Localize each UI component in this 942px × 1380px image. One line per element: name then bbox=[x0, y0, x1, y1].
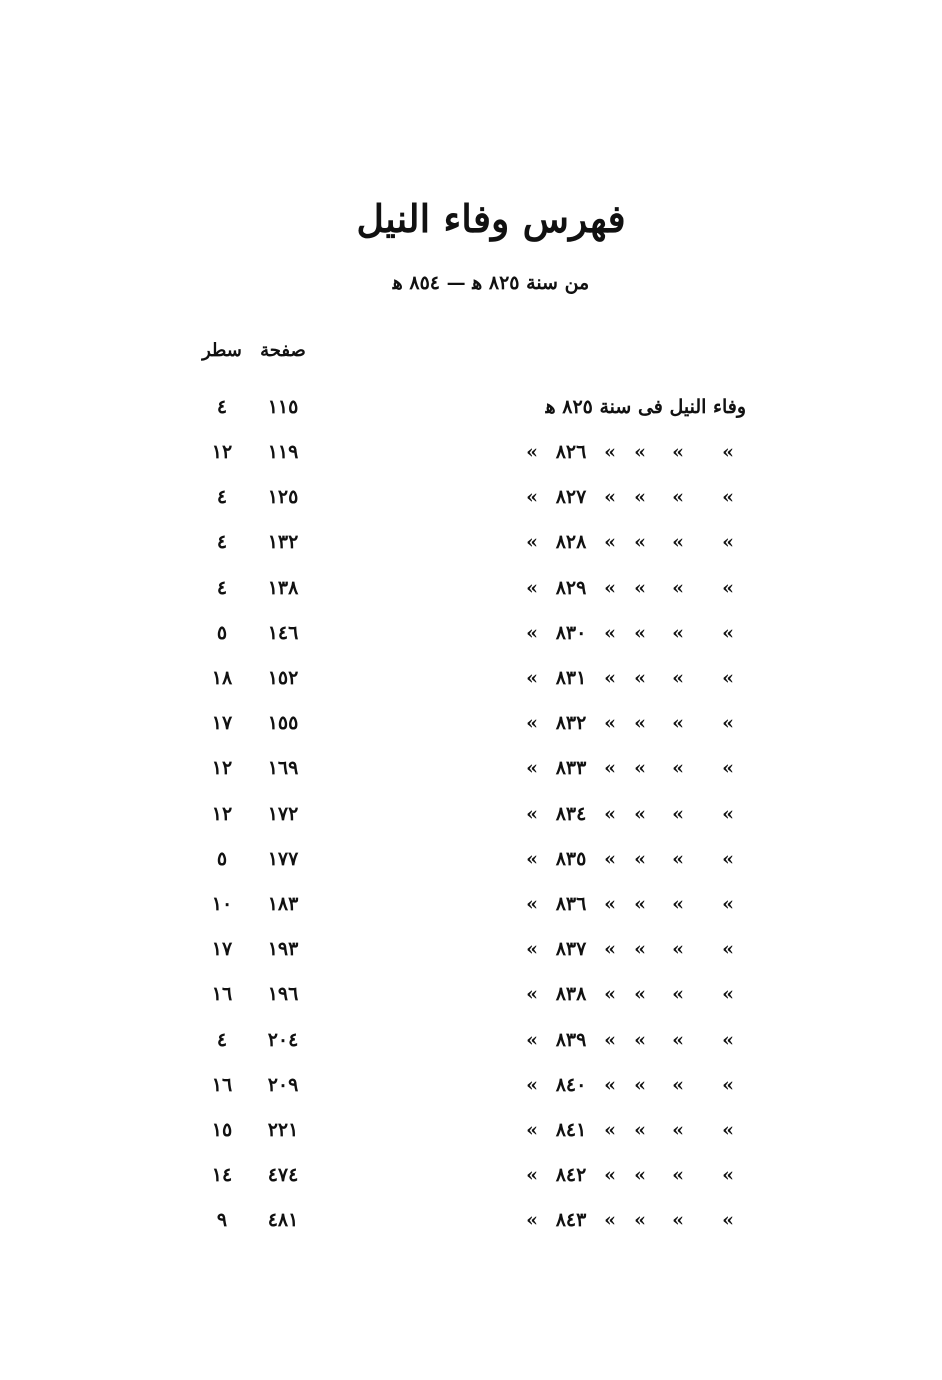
index-row bbox=[0, 531, 942, 561]
ditto-mark: » bbox=[722, 1029, 734, 1051]
page-number: ٢٠٩ bbox=[267, 1074, 299, 1096]
ditto-mark: » bbox=[526, 848, 538, 870]
page-number: ١٦٩ bbox=[267, 757, 299, 779]
line-number: ٤ bbox=[216, 531, 228, 553]
line-number: ١٢ bbox=[211, 803, 233, 825]
page-number: ١٥٥ bbox=[267, 712, 299, 734]
ditto-mark: » bbox=[634, 1164, 646, 1186]
line-number: ١٦ bbox=[211, 1074, 233, 1096]
year-value: ٨٣٤ bbox=[555, 803, 587, 825]
ditto-mark: » bbox=[672, 938, 684, 960]
ditto-mark: » bbox=[672, 803, 684, 825]
ditto-mark: » bbox=[526, 712, 538, 734]
ditto-mark: » bbox=[604, 893, 616, 915]
line-number: ١٠ bbox=[211, 893, 233, 915]
ditto-mark: » bbox=[672, 757, 684, 779]
page-number: ١٤٦ bbox=[267, 622, 299, 644]
line-number: ١٨ bbox=[211, 667, 233, 689]
ditto-mark: » bbox=[722, 1074, 734, 1096]
index-row bbox=[0, 803, 942, 833]
ditto-mark: » bbox=[672, 1119, 684, 1141]
ditto-mark: » bbox=[634, 1029, 646, 1051]
ditto-mark: » bbox=[526, 667, 538, 689]
ditto-mark: » bbox=[722, 667, 734, 689]
ditto-mark: » bbox=[634, 1119, 646, 1141]
page-number: ١٨٣ bbox=[267, 893, 299, 915]
ditto-mark: » bbox=[604, 1119, 616, 1141]
year-value: ٨٣٣ bbox=[555, 757, 587, 779]
index-row-first bbox=[0, 396, 942, 426]
index-row bbox=[0, 1209, 942, 1239]
ditto-mark: » bbox=[604, 486, 616, 508]
ditto-mark: » bbox=[526, 1209, 538, 1231]
line-number: ١٢ bbox=[211, 441, 233, 463]
index-row bbox=[0, 983, 942, 1013]
ditto-mark: » bbox=[722, 622, 734, 644]
year-value: ٨٣٥ bbox=[555, 848, 587, 870]
index-row bbox=[0, 1164, 942, 1194]
year-value: ٨٢٩ bbox=[555, 577, 587, 599]
ditto-mark: » bbox=[672, 893, 684, 915]
ditto-mark: » bbox=[604, 712, 616, 734]
ditto-mark: » bbox=[722, 1164, 734, 1186]
ditto-mark: » bbox=[604, 531, 616, 553]
ditto-mark: » bbox=[634, 531, 646, 553]
ditto-mark: » bbox=[604, 667, 616, 689]
ditto-mark: » bbox=[526, 938, 538, 960]
ditto-mark: » bbox=[722, 441, 734, 463]
ditto-mark: » bbox=[672, 486, 684, 508]
index-row bbox=[0, 712, 942, 742]
ditto-mark: » bbox=[604, 1074, 616, 1096]
ditto-mark: » bbox=[526, 757, 538, 779]
ditto-mark: » bbox=[722, 1119, 734, 1141]
year-value: ٨٤١ bbox=[555, 1119, 587, 1141]
ditto-mark: » bbox=[722, 803, 734, 825]
ditto-mark: » bbox=[526, 893, 538, 915]
index-title: فهرس وفاء النيل bbox=[356, 196, 626, 241]
ditto-mark: » bbox=[526, 983, 538, 1005]
ditto-mark: » bbox=[634, 893, 646, 915]
line-number: ٥ bbox=[216, 848, 228, 870]
ditto-mark: » bbox=[634, 848, 646, 870]
year-value: ٨٣٩ bbox=[555, 1029, 587, 1051]
ditto-mark: » bbox=[604, 983, 616, 1005]
year-value: ٨٣٦ bbox=[555, 893, 587, 915]
index-row bbox=[0, 667, 942, 697]
ditto-mark: » bbox=[634, 1209, 646, 1231]
ditto-mark: » bbox=[634, 757, 646, 779]
ditto-mark: » bbox=[722, 848, 734, 870]
page-number: ١١٩ bbox=[267, 441, 299, 463]
line-number: ١٥ bbox=[211, 1119, 233, 1141]
ditto-mark: » bbox=[604, 938, 616, 960]
ditto-mark: » bbox=[722, 893, 734, 915]
ditto-mark: » bbox=[604, 757, 616, 779]
line-number: ١٤ bbox=[211, 1164, 233, 1186]
ditto-mark: » bbox=[672, 622, 684, 644]
page-number: ٢٢١ bbox=[267, 1119, 299, 1141]
line-number: ٤ bbox=[216, 486, 228, 508]
ditto-mark: » bbox=[634, 577, 646, 599]
ditto-mark: » bbox=[634, 622, 646, 644]
ditto-mark: » bbox=[526, 577, 538, 599]
ditto-mark: » bbox=[672, 441, 684, 463]
column-header-line: سطر bbox=[202, 340, 242, 361]
line-number: ٤ bbox=[216, 396, 228, 418]
ditto-mark: » bbox=[672, 577, 684, 599]
ditto-mark: » bbox=[672, 983, 684, 1005]
ditto-mark: » bbox=[722, 1209, 734, 1231]
ditto-mark: » bbox=[722, 983, 734, 1005]
page-number: ١٣٨ bbox=[267, 577, 299, 599]
ditto-mark: » bbox=[634, 983, 646, 1005]
ditto-mark: » bbox=[634, 938, 646, 960]
year-value: ٨٢٨ bbox=[555, 531, 587, 553]
index-row bbox=[0, 893, 942, 923]
page-number: ٤٧٤ bbox=[267, 1164, 299, 1186]
ditto-mark: » bbox=[604, 577, 616, 599]
ditto-mark: » bbox=[722, 757, 734, 779]
ditto-mark: » bbox=[526, 1074, 538, 1096]
ditto-mark: » bbox=[604, 441, 616, 463]
ditto-mark: » bbox=[634, 1074, 646, 1096]
index-row bbox=[0, 1029, 942, 1059]
ditto-mark: » bbox=[722, 531, 734, 553]
year-value: ٨٤٠ bbox=[555, 1074, 587, 1096]
line-number: ١٧ bbox=[211, 712, 233, 734]
ditto-mark: » bbox=[672, 1164, 684, 1186]
ditto-mark: » bbox=[672, 712, 684, 734]
year-value: ٨٣٠ bbox=[555, 622, 587, 644]
year-value: ٨٣٧ bbox=[555, 938, 587, 960]
ditto-mark: » bbox=[604, 848, 616, 870]
ditto-mark: » bbox=[634, 712, 646, 734]
ditto-mark: » bbox=[526, 441, 538, 463]
year-value: ٨٤٢ bbox=[555, 1164, 587, 1186]
index-row bbox=[0, 757, 942, 787]
page-number: ٤٨١ bbox=[267, 1209, 299, 1231]
index-row bbox=[0, 622, 942, 652]
ditto-mark: » bbox=[672, 1209, 684, 1231]
ditto-mark: » bbox=[722, 486, 734, 508]
year-value: ٨٣٢ bbox=[555, 712, 587, 734]
ditto-mark: » bbox=[526, 1029, 538, 1051]
index-row bbox=[0, 441, 942, 471]
line-number: ١٧ bbox=[211, 938, 233, 960]
index-row bbox=[0, 1074, 942, 1104]
ditto-mark: » bbox=[634, 667, 646, 689]
year-value: ٨٣٨ bbox=[555, 983, 587, 1005]
ditto-mark: » bbox=[672, 848, 684, 870]
year-value: ٨٢٦ bbox=[555, 441, 587, 463]
line-number: ٤ bbox=[216, 577, 228, 599]
ditto-mark: » bbox=[604, 1029, 616, 1051]
column-header-page: صفحة bbox=[260, 340, 306, 361]
ditto-mark: » bbox=[604, 803, 616, 825]
ditto-mark: » bbox=[672, 531, 684, 553]
page-number: ١٣٢ bbox=[267, 531, 299, 553]
index-row bbox=[0, 1119, 942, 1149]
ditto-mark: » bbox=[634, 803, 646, 825]
year-value: ٨٣١ bbox=[555, 667, 587, 689]
index-row bbox=[0, 486, 942, 516]
index-subtitle: من سنة ٨٢٥ ﻫ — ٨٥٤ ﻫ bbox=[392, 272, 590, 294]
ditto-mark: » bbox=[526, 803, 538, 825]
page-number: ١٥٢ bbox=[267, 667, 299, 689]
ditto-mark: » bbox=[604, 1164, 616, 1186]
ditto-mark: » bbox=[722, 577, 734, 599]
index-row bbox=[0, 938, 942, 968]
ditto-mark: » bbox=[672, 1029, 684, 1051]
row-label: وفاء النيل فى سنة ٨٢٥ ﻫ bbox=[545, 396, 746, 418]
page-number: ٢٠٤ bbox=[267, 1029, 299, 1051]
page-number: ١٧٢ bbox=[267, 803, 299, 825]
year-value: ٨٢٧ bbox=[555, 486, 587, 508]
ditto-mark: » bbox=[634, 486, 646, 508]
ditto-mark: » bbox=[604, 622, 616, 644]
line-number: ١٢ bbox=[211, 757, 233, 779]
line-number: ٥ bbox=[216, 622, 228, 644]
index-row bbox=[0, 848, 942, 878]
ditto-mark: » bbox=[526, 531, 538, 553]
page-number: ١٩٣ bbox=[267, 938, 299, 960]
ditto-mark: » bbox=[722, 712, 734, 734]
ditto-mark: » bbox=[634, 441, 646, 463]
ditto-mark: » bbox=[526, 486, 538, 508]
ditto-mark: » bbox=[672, 667, 684, 689]
ditto-mark: » bbox=[722, 938, 734, 960]
page-number: ١٧٧ bbox=[267, 848, 299, 870]
ditto-mark: » bbox=[526, 622, 538, 644]
page-number: ١٩٦ bbox=[267, 983, 299, 1005]
year-value: ٨٤٣ bbox=[555, 1209, 587, 1231]
page-number: ١٢٥ bbox=[267, 486, 299, 508]
page-number: ١١٥ bbox=[267, 396, 299, 418]
ditto-mark: » bbox=[604, 1209, 616, 1231]
index-row bbox=[0, 577, 942, 607]
line-number: ٩ bbox=[216, 1209, 228, 1231]
ditto-mark: » bbox=[672, 1074, 684, 1096]
ditto-mark: » bbox=[526, 1164, 538, 1186]
line-number: ٤ bbox=[216, 1029, 228, 1051]
line-number: ١٦ bbox=[211, 983, 233, 1005]
ditto-mark: » bbox=[526, 1119, 538, 1141]
